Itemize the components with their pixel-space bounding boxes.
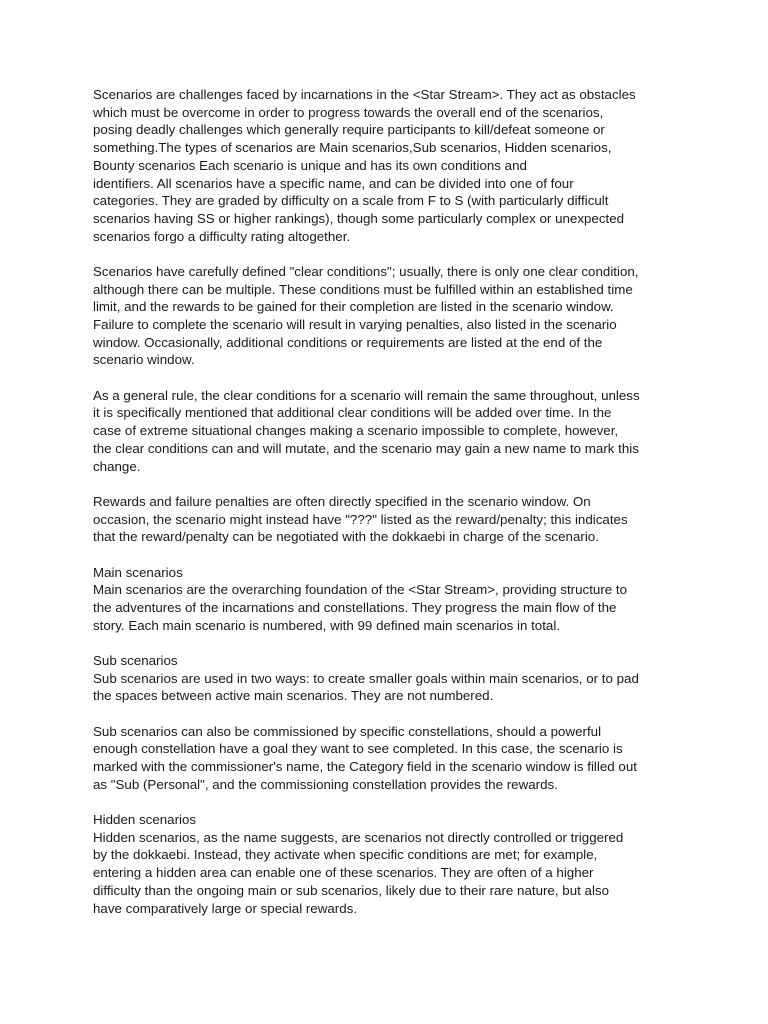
sub-commissioned-paragraph: Sub scenarios can also be commissioned by specific constellations, should a powerful enough constellation have a goal they want to see completed. In this case, the scenario is marked with the commissioner's name, the Category field in the scenario window is filled out as "Sub (Personal", and the commissioning constellation provides the rewards.: [93, 723, 637, 792]
intro-paragraph: Scenarios are challenges faced by incarnations in the <Star Stream>. They act as obstacles which must be overcome in order to progress towards the overall end of the scenarios, posing deadly challenges which generally require participants to kill/defeat someone or something.The types of scenarios are Main scenarios,Sub scenarios, Hidden scenarios, Bounty scenarios Each scenario is unique and has its own conditions and identifiers. All scenarios have a specific name, and can be divided into one of four categories. They are graded by difficulty on a scale from F to S (with particularly difficult scenarios having SS or higher rankings), though some particularly complex or unexpected scenarios forgo a difficulty rating altogether.: [93, 87, 636, 244]
main-scenarios-heading: Main scenarios: [93, 564, 183, 580]
clear-conditions-paragraph: Scenarios have carefully defined "clear conditions"; usually, there is only one clear condition, although there can be multiple. These conditions must be fulfilled within an established time limit, and the rewards to be gained for their completion are listed in the scenario window. Failure to complete the scenario will result in varying penalties, also listed in the scenario window. Occasionally, additional conditions or requirements are listed at the end of the scenario window.: [93, 263, 639, 368]
hidden-scenarios-paragraph: Hidden scenarios, as the name suggests, are scenarios not directly controlled or triggered by the dokkaebi. Instead, they activate when specific conditions are met; for example, entering a hidden area can enable one of these scenarios. They are often of a higher difficulty than the ongoing main or sub scenarios, likely due to their rare nature, but also have comparatively large or special rewards.: [93, 829, 624, 916]
sub-scenarios-paragraph: Sub scenarios are used in two ways: to create smaller goals within main scenarios, or to pad the spaces between active main scenarios. They are not numbered.: [93, 670, 639, 704]
sub-scenarios-heading: Sub scenarios: [93, 652, 178, 668]
document-page: [93, 86, 693, 917]
general-rule-paragraph: As a general rule, the clear conditions for a scenario will remain the same throughout, unless it is specifically mentioned that additional clear conditions will be added over time. In the case of extreme situational changes making a scenario impossible to complete, however, the clear conditions can and will mutate, and the scenario may gain a new name to mark this change.: [93, 387, 640, 474]
rewards-paragraph: Rewards and failure penalties are often directly specified in the scenario window. On occasion, the scenario might instead have "???" listed as the reward/penalty; this indicates that the reward/penalty can be negotiated with the dokkaebi in charge of the scenario.: [93, 493, 628, 545]
hidden-scenarios-heading: Hidden scenarios: [93, 812, 197, 828]
main-scenarios-paragraph: Main scenarios are the overarching foundation of the <Star Stream>, providing structure to the adventures of the incarnations and constellations. They progress the main flow of the story. Each main scenario is numbered, with 99 defined main scenarios in total.: [93, 582, 628, 633]
